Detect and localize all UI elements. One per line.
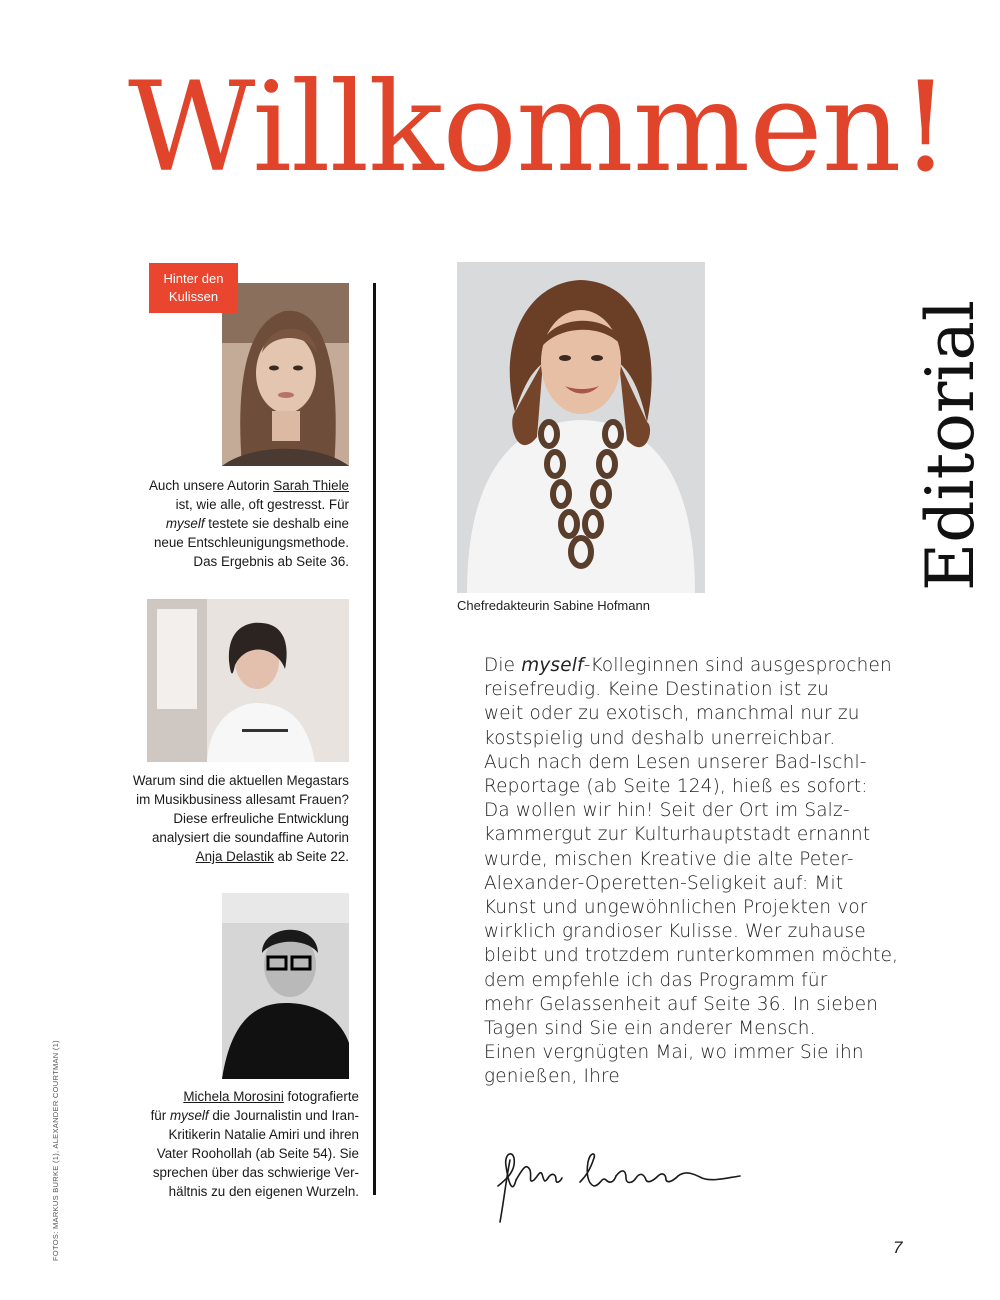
text-line: Vater Roohollah (ab Seite 54). Sie [156, 1146, 359, 1161]
text-line: im Musikbusiness allesamt Frauen? [136, 792, 349, 807]
page-title: Willkommen! [128, 56, 950, 200]
text-line: genießen, Ihre [484, 1066, 620, 1088]
text-line: kostspielig und deshalb unerreichbar. [484, 727, 836, 749]
text-line: Da wollen wir hin! Seit der Ort im Salz- [484, 800, 850, 822]
text-line: Alexander-Operetten-Seligkeit auf: Mit [484, 872, 844, 894]
section-label: Editorial [911, 299, 989, 591]
text-line: hältnis zu den eigenen Wurzeln. [168, 1184, 359, 1199]
text-line: Kunst und ungewöhnlichen Projekten vor [484, 897, 868, 919]
magazine-name: myself [169, 1108, 209, 1123]
text-line: bleibt und trotzdem runterkommen möchte, [484, 945, 899, 967]
photo-caption: Chefredakteurin Sabine Hofmann [457, 598, 650, 613]
text-line: reisefreudig. Keine Destination ist zu [484, 679, 830, 701]
text-fragment: ab Seite 22. [273, 849, 349, 864]
sidebar-text-3 [104, 1087, 359, 1201]
magazine-name: myself [521, 655, 584, 676]
photo-credit-wrapper [35, 1040, 75, 1260]
magazine-name: myself [165, 516, 205, 531]
text-line: ist, wie alle, oft gestresst. Für [175, 497, 349, 512]
author-link-sarah-thiele[interactable]: Sarah Thiele [273, 478, 349, 493]
text-line: mehr Gelassenheit auf Seite 36. In sieben [484, 993, 879, 1015]
sidebar-text-2-wrapper [104, 771, 349, 866]
text-line: Tagen sind Sie ein anderer Mensch. [484, 1018, 816, 1040]
portrait-photo-editor-in-chief [457, 262, 705, 593]
text-line: analysiert die soundaffine Autorin [151, 830, 349, 845]
page-number: 7 [893, 1238, 903, 1257]
text-fragment: die Journalistin und Iran- [208, 1108, 359, 1123]
sidebar-text-2 [104, 771, 349, 866]
text-line: sprechen über das schwierige Ver- [152, 1165, 359, 1180]
behind-the-scenes-badge: Hinter den Kulissen [149, 263, 238, 313]
text-line: wirklich grandioser Kulisse. Wer zuhause [484, 921, 866, 943]
author-link-anja-delastik[interactable]: Anja Delastik [195, 849, 274, 864]
text-fragment: fotografierte [283, 1089, 359, 1104]
text-line: Auch nach dem Lesen unserer Bad-Ischl- [484, 751, 867, 773]
sidebar-text-3-wrapper [104, 1087, 359, 1201]
sidebar-text-1-wrapper [104, 476, 349, 571]
column-divider [373, 283, 376, 1195]
text-line: Warum sind die aktuellen Megastars [132, 773, 349, 788]
text-line: Das Ergebnis ab Seite 36. [193, 554, 349, 569]
text-fragment: testete sie deshalb eine [204, 516, 349, 531]
text-fragment: Die [484, 655, 522, 676]
text-fragment: -Kolleginnen sind ausgesprochen [583, 655, 892, 676]
portrait-photo-black-white-glasses [222, 893, 349, 1079]
photo-credit: FOTOS: MARKUS BURKE (1), ALEXANDER COURTMAN (1) [50, 1039, 60, 1261]
text-line: wurde, mischen Kreative die alte Peter- [484, 848, 854, 870]
text-fragment: Auch unsere Autorin [148, 478, 274, 493]
text-line: kammergut zur Kulturhauptstadt ernannt [484, 824, 871, 846]
text-line: Diese erfreuliche Entwicklung [173, 811, 349, 826]
sidebar-text-1 [104, 476, 349, 571]
section-label-wrapper [911, 299, 989, 591]
text-line: dem empfehle ich das Programm für [484, 969, 828, 991]
portrait-photo-young-woman [222, 283, 349, 466]
text-line: Reportage (ab Seite 124), hieß es sofort: [484, 776, 868, 798]
handwritten-signature [490, 1140, 760, 1230]
text-line: neue Entschleunigungsmethode. [153, 535, 349, 550]
portrait-photo-woman-white-shirt [147, 599, 349, 762]
text-line: weit oder zu exotisch, manchmal nur zu [484, 703, 860, 725]
text-line: Einen vergnügten Mai, wo immer Sie ihn [484, 1042, 864, 1064]
text-fragment: für [150, 1108, 170, 1123]
editorial-body [484, 654, 924, 1090]
text-line: Kritikerin Natalie Amiri und ihren [168, 1127, 359, 1142]
author-link-michela-morosini[interactable]: Michela Morosini [183, 1089, 284, 1104]
